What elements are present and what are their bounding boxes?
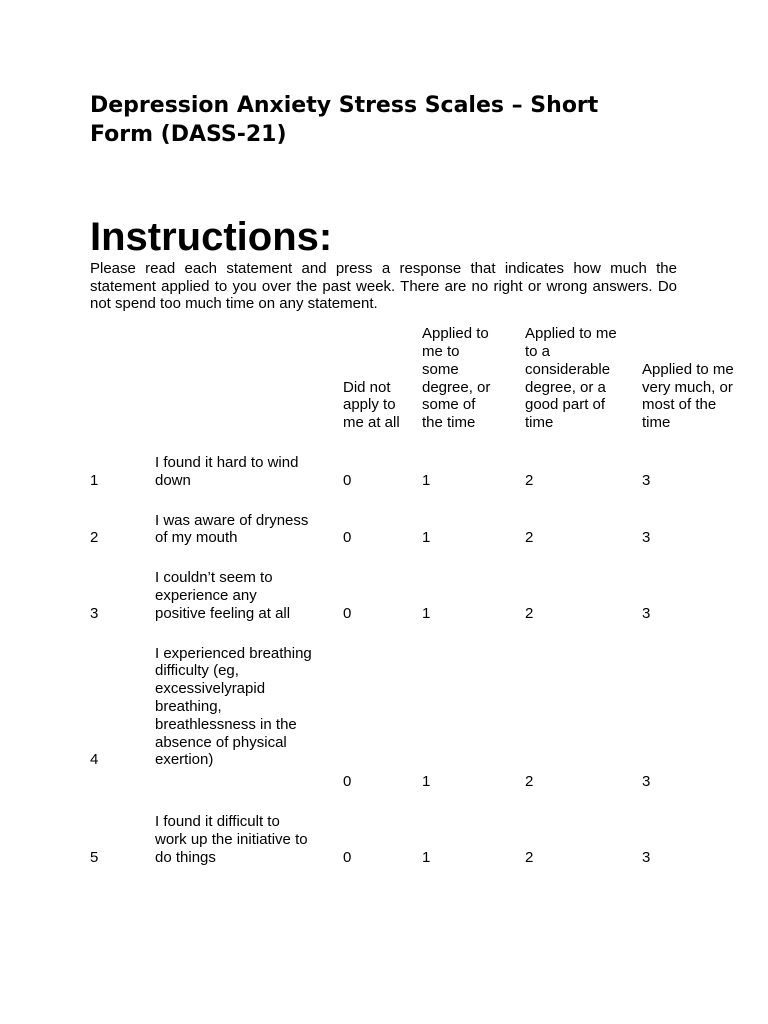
score-1[interactable]: 1	[422, 773, 431, 791]
score-3[interactable]: 3	[642, 604, 651, 622]
score-2[interactable]: 2	[525, 471, 534, 489]
table-header-row	[90, 322, 752, 432]
item-number: 5	[90, 848, 99, 866]
score-1[interactable]: 1	[422, 471, 431, 489]
instructions-text: Please read each statement and press a response that indicates how much the statement applied to you over the past week. There are no right or wrong answers. Do not spend too much time on any statement.	[90, 260, 677, 312]
score-3[interactable]: 3	[642, 529, 651, 547]
item-number: 1	[90, 471, 99, 489]
header-label-1: Applied to me to some degree, or some of the time	[422, 325, 491, 432]
item-statement-text: I found it hard to wind down	[155, 454, 299, 489]
table-row	[90, 432, 752, 490]
item-statement-text: I was aware of dryness of my mouth	[155, 511, 309, 547]
score-2[interactable]: 2	[525, 604, 534, 622]
header-label-2: Applied to me to a considerable degree, or a good part of time	[525, 325, 617, 432]
item-statement-text: I couldn’t seem to experience any positive feeling at all	[155, 569, 291, 622]
header-label-0: Did not apply to me at all	[343, 378, 400, 432]
item-number: 4	[90, 751, 99, 769]
score-0[interactable]: 0	[343, 604, 352, 622]
table-row	[90, 490, 752, 548]
score-2[interactable]: 2	[525, 848, 534, 866]
score-1[interactable]: 1	[422, 529, 431, 547]
score-2[interactable]: 2	[525, 773, 534, 791]
instructions-heading: Instructions:	[90, 215, 333, 259]
header-empty-statement	[155, 322, 343, 432]
item-number: 2	[90, 529, 99, 547]
empty-cell	[422, 623, 525, 770]
header-very-much	[642, 322, 752, 432]
item-statement	[155, 623, 343, 770]
table-row	[90, 623, 752, 770]
score-3[interactable]: 3	[642, 773, 651, 791]
table-row	[90, 547, 752, 622]
score-1[interactable]: 1	[422, 604, 431, 622]
table-row	[90, 769, 752, 791]
document-title: Depression Anxiety Stress Scales – Short Form (DASS-21)	[90, 93, 599, 147]
item-statement	[155, 490, 343, 548]
header-considerable-degree	[525, 322, 642, 432]
item-statement	[155, 791, 343, 866]
score-2[interactable]: 2	[525, 529, 534, 547]
rating-scale-table	[90, 322, 752, 867]
empty-cell	[642, 623, 752, 770]
header-some-degree	[422, 322, 525, 432]
score-0[interactable]: 0	[343, 471, 352, 489]
empty-cell	[525, 623, 642, 770]
score-3[interactable]: 3	[642, 471, 651, 489]
empty-cell	[343, 623, 422, 770]
score-1[interactable]: 1	[422, 848, 431, 866]
header-empty-number	[90, 322, 155, 432]
score-0[interactable]: 0	[343, 529, 352, 547]
score-0[interactable]: 0	[343, 848, 352, 866]
item-statement-text: I found it difficult to work up the initiative to do things	[155, 813, 308, 866]
item-statement	[155, 547, 343, 622]
empty-cell	[90, 769, 155, 791]
empty-cell	[155, 769, 343, 791]
table-row	[90, 791, 752, 866]
score-0[interactable]: 0	[343, 773, 352, 791]
item-number: 3	[90, 604, 99, 622]
header-did-not-apply	[343, 322, 422, 432]
header-label-3: Applied to me very much, or most of the time	[642, 360, 734, 432]
item-statement-text: I experienced breathing difficulty (eg, excessivelyrapid breathing, breathlessness in the absence of physical exertion)	[155, 644, 312, 769]
item-statement	[155, 432, 343, 490]
score-3[interactable]: 3	[642, 848, 651, 866]
